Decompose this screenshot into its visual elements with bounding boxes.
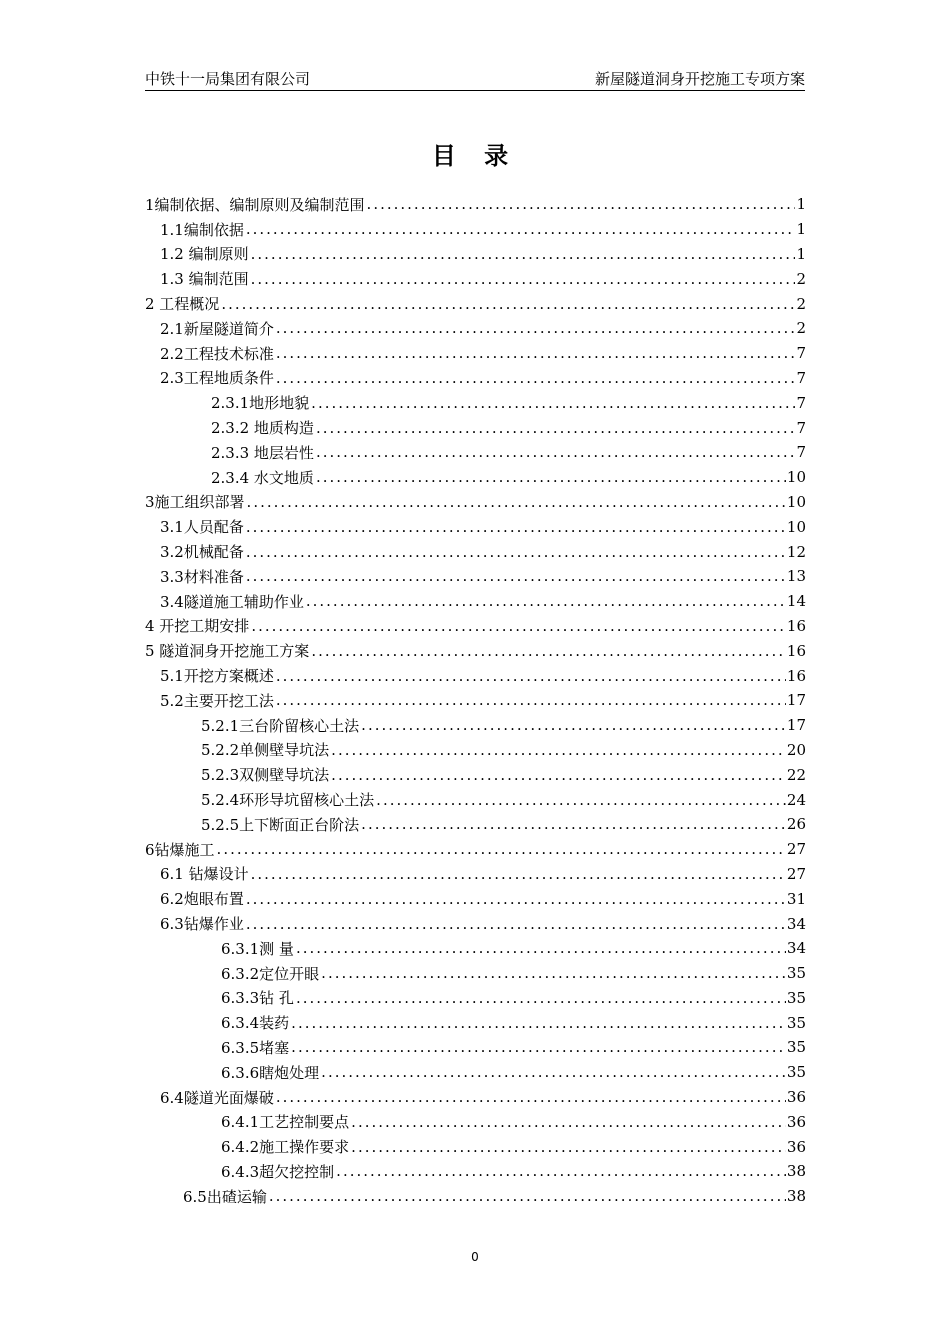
toc-entry-label: 1.1编制依据: [160, 220, 244, 239]
toc-entry-label: 3.1人员配备: [160, 518, 244, 537]
toc-entry[interactable]: [145, 911, 806, 936]
toc-entry[interactable]: [145, 1184, 806, 1209]
toc-leader-dots: [274, 667, 786, 685]
toc-entry-page: 34: [786, 914, 806, 933]
toc-entry-page: 35: [786, 1013, 806, 1032]
toc-entry-page: 22: [786, 765, 806, 784]
toc-entry-label: 2.3.3 地层岩性: [211, 443, 314, 462]
toc-entry-label: 2.1新屋隧道简介: [160, 319, 274, 338]
toc-entry[interactable]: [145, 1060, 806, 1085]
toc-entry-page: 35: [786, 988, 806, 1007]
toc-leader-dots: [249, 617, 786, 635]
toc-leader-dots: [314, 468, 786, 486]
toc-leader-dots: [215, 840, 786, 858]
toc-entry-label: 1.3 编制范围: [160, 270, 249, 289]
toc-entry-label: 5 隧道洞身开挖施工方案: [145, 642, 310, 661]
toc-entry-page: 1: [796, 244, 806, 263]
toc-entry-label: 3.2机械配备: [160, 543, 244, 562]
toc-leader-dots: [219, 295, 795, 313]
toc-leader-dots: [359, 815, 786, 833]
toc-leader-dots: [244, 518, 786, 536]
toc-entry-page: 7: [796, 418, 806, 437]
toc-entry-label: 2.3.2 地质构造: [211, 419, 314, 438]
toc-entry-label: 6.4.1工艺控制要点: [221, 1113, 350, 1132]
toc-entry-label: 2.3工程地质条件: [160, 369, 274, 388]
toc-entry-page: 20: [786, 740, 806, 759]
toc-entry-page: 1: [796, 195, 806, 214]
toc-entry[interactable]: [145, 291, 806, 316]
toc-entry-label: 2.2工程技术标准: [160, 344, 274, 363]
toc-entry-page: 27: [786, 864, 806, 883]
toc-entry[interactable]: [145, 415, 806, 440]
toc-leader-dots: [244, 220, 796, 238]
toc-entry-label: 6.3.3钻 孔: [221, 989, 294, 1008]
toc-entry-page: 36: [786, 1112, 806, 1131]
toc-entry[interactable]: [145, 366, 806, 391]
toc-entry-label: 2.3.4 水文地质: [211, 468, 314, 487]
toc-entry-label: 6.4.3超欠挖控制: [221, 1162, 335, 1181]
toc-leader-dots: [244, 543, 786, 561]
toc-leader-dots: [249, 245, 796, 263]
toc-leader-dots: [249, 270, 796, 288]
toc-entry-label: 6.3.4装药: [221, 1014, 290, 1033]
toc-entry-page: 27: [786, 840, 806, 859]
toc-leader-dots: [374, 791, 786, 809]
toc-leader-dots: [274, 319, 796, 337]
toc-entry[interactable]: [145, 490, 806, 515]
toc-entry[interactable]: [145, 1085, 806, 1110]
toc-entry-label: 6.3.2定位开眼: [221, 964, 320, 983]
toc-entry-page: 2: [796, 269, 806, 288]
toc-entry[interactable]: [145, 390, 806, 415]
toc-leader-dots: [289, 1038, 786, 1056]
toc-entry-page: 1: [796, 220, 806, 239]
toc-entry[interactable]: [145, 936, 806, 961]
toc-entry[interactable]: [145, 663, 806, 688]
toc-entry[interactable]: [145, 589, 806, 614]
toc-leader-dots: [309, 642, 786, 660]
toc-leader-dots: [304, 592, 786, 610]
toc-leader-dots: [274, 1088, 786, 1106]
toc-entry[interactable]: [145, 217, 806, 242]
toc-entry-page: 17: [786, 691, 806, 710]
toc-entry[interactable]: [145, 961, 806, 986]
toc-leader-dots: [244, 915, 786, 933]
toc-entry[interactable]: [145, 242, 806, 267]
toc-entry-label: 2 工程概况: [145, 295, 220, 314]
toc-entry[interactable]: [145, 1109, 806, 1134]
toc-leader-dots: [249, 865, 786, 883]
toc-entry[interactable]: [145, 341, 806, 366]
toc-leader-dots: [274, 691, 786, 709]
toc-entry-label: 4 开挖工期安排: [145, 617, 250, 636]
toc-leader-dots: [329, 766, 786, 784]
toc-entry-page: 36: [786, 1088, 806, 1107]
toc-entry-page: 38: [786, 1187, 806, 1206]
toc-entry[interactable]: [145, 539, 806, 564]
toc-entry[interactable]: [145, 688, 806, 713]
toc-entry-page: 24: [786, 790, 806, 809]
toc-entry-label: 6.3.5堵塞: [221, 1038, 290, 1057]
toc-entry-label: 6.4隧道光面爆破: [160, 1088, 274, 1107]
toc-leader-dots: [294, 989, 786, 1007]
toc-entry[interactable]: [145, 316, 806, 341]
toc-leader-dots: [349, 1113, 786, 1131]
toc-entry-page: 34: [786, 939, 806, 958]
toc-leader-dots: [314, 419, 796, 437]
header-document-title: 新屋隧道洞身开挖施工专项方案: [594, 70, 805, 88]
toc-entry-label: 5.2.1三台阶留核心土法: [201, 716, 360, 735]
toc-leader-dots: [329, 741, 786, 759]
toc-entry-page: 7: [796, 393, 806, 412]
toc-leader-dots: [314, 443, 796, 461]
toc-entry-label: 6.2炮眼布置: [160, 890, 244, 909]
toc-entry-label: 5.1开挖方案概述: [160, 667, 274, 686]
toc-entry[interactable]: [145, 986, 806, 1011]
toc-leader-dots: [334, 1162, 786, 1180]
toc-entry-page: 16: [786, 666, 806, 685]
toc-entry-page: 35: [786, 1038, 806, 1057]
toc-entry-page: 35: [786, 964, 806, 983]
toc-entry-page: 17: [786, 716, 806, 735]
toc-entry[interactable]: [145, 440, 806, 465]
toc-entry-label: 1.2 编制原则: [160, 245, 249, 264]
toc-entry[interactable]: [145, 837, 806, 862]
toc-entry-label: 6钻爆施工: [145, 840, 215, 859]
toc-entry-label: 6.3钻爆作业: [160, 915, 244, 933]
toc-leader-dots: [294, 939, 786, 957]
page-number: 0: [471, 1250, 479, 1264]
toc-entry[interactable]: [145, 266, 806, 291]
toc-entry-label: 3.4隧道施工辅助作业: [160, 592, 304, 611]
header-company: 中铁十一局集团有限公司: [145, 70, 311, 88]
toc-entry[interactable]: [145, 713, 806, 738]
toc-leader-dots: [289, 1014, 786, 1032]
toc-entry[interactable]: [145, 812, 806, 837]
toc-leader-dots: [274, 369, 796, 387]
toc-entry-label: 6.1 钻爆设计: [160, 865, 249, 884]
toc-leader-dots: [309, 394, 795, 412]
toc-entry[interactable]: [145, 738, 806, 763]
toc-entry-label: 5.2.4环形导坑留核心土法: [201, 791, 375, 810]
toc-entry[interactable]: [145, 762, 806, 787]
toc-entry-page: 10: [786, 517, 806, 536]
page-header: [145, 68, 805, 91]
toc-leader-dots: [365, 195, 796, 213]
toc-leader-dots: [359, 716, 786, 734]
toc-entry[interactable]: [145, 886, 806, 911]
toc-title: 目 录: [431, 142, 519, 170]
toc-entry[interactable]: [145, 1010, 806, 1035]
toc-entry[interactable]: [145, 192, 806, 217]
toc-leader-dots: [244, 567, 786, 585]
toc-entry[interactable]: [145, 614, 806, 639]
toc-leader-dots: [245, 493, 786, 511]
toc-entry-page: 16: [786, 616, 806, 635]
toc-entry-page: 16: [786, 641, 806, 660]
table-of-contents: [145, 192, 806, 1209]
toc-leader-dots: [319, 964, 786, 982]
toc-entry-label: 5.2.3双侧壁导坑法: [201, 766, 330, 785]
toc-entry-label: 5.2.5上下断面正台阶法: [201, 815, 360, 834]
toc-entry-page: 36: [786, 1137, 806, 1156]
toc-entry-page: 2: [796, 294, 806, 313]
toc-leader-dots: [244, 890, 786, 908]
toc-entry[interactable]: [145, 862, 806, 887]
toc-entry[interactable]: [145, 514, 806, 539]
toc-entry-page: 2: [796, 319, 806, 338]
toc-entry-page: 7: [796, 443, 806, 462]
toc-entry-page: 26: [786, 815, 806, 834]
toc-entry-label: 5.2.2单侧壁导坑法: [201, 741, 330, 760]
toc-entry-page: 13: [786, 567, 806, 586]
toc-entry[interactable]: [145, 465, 806, 490]
toc-entry[interactable]: [145, 564, 806, 589]
toc-entry-label: 1编制依据、编制原则及编制范围: [145, 195, 365, 214]
toc-entry-label: 2.3.1地形地貌: [211, 394, 310, 413]
toc-leader-dots: [274, 344, 796, 362]
toc-entry-page: 14: [786, 592, 806, 611]
toc-entry-label: 3.3材料准备: [160, 567, 244, 586]
toc-entry-label: 3施工组织部署: [145, 493, 245, 512]
toc-leader-dots: [267, 1187, 786, 1205]
toc-entry-page: 7: [796, 368, 806, 387]
toc-entry-label: 6.5出碴运输: [183, 1187, 267, 1206]
toc-entry-label: 6.4.2施工操作要求: [221, 1138, 350, 1157]
toc-entry[interactable]: [145, 787, 806, 812]
toc-entry[interactable]: [145, 1159, 806, 1184]
toc-entry-page: 35: [786, 1063, 806, 1082]
toc-entry-page: 7: [796, 344, 806, 363]
toc-entry-page: 10: [786, 468, 806, 487]
toc-entry-label: 5.2主要开挖工法: [160, 691, 274, 710]
toc-leader-dots: [319, 1063, 786, 1081]
toc-entry-page: 31: [786, 889, 806, 908]
toc-entry-label: 6.3.1测 量: [221, 939, 294, 958]
toc-entry-page: 12: [786, 542, 806, 561]
toc-entry-label: 6.3.6瞎炮处理: [221, 1063, 320, 1082]
toc-entry[interactable]: [145, 1035, 806, 1060]
toc-entry[interactable]: [145, 1134, 806, 1159]
toc-leader-dots: [349, 1138, 786, 1156]
toc-entry-page: 10: [786, 492, 806, 511]
toc-entry-page: 38: [786, 1162, 806, 1181]
toc-entry[interactable]: [145, 638, 806, 663]
